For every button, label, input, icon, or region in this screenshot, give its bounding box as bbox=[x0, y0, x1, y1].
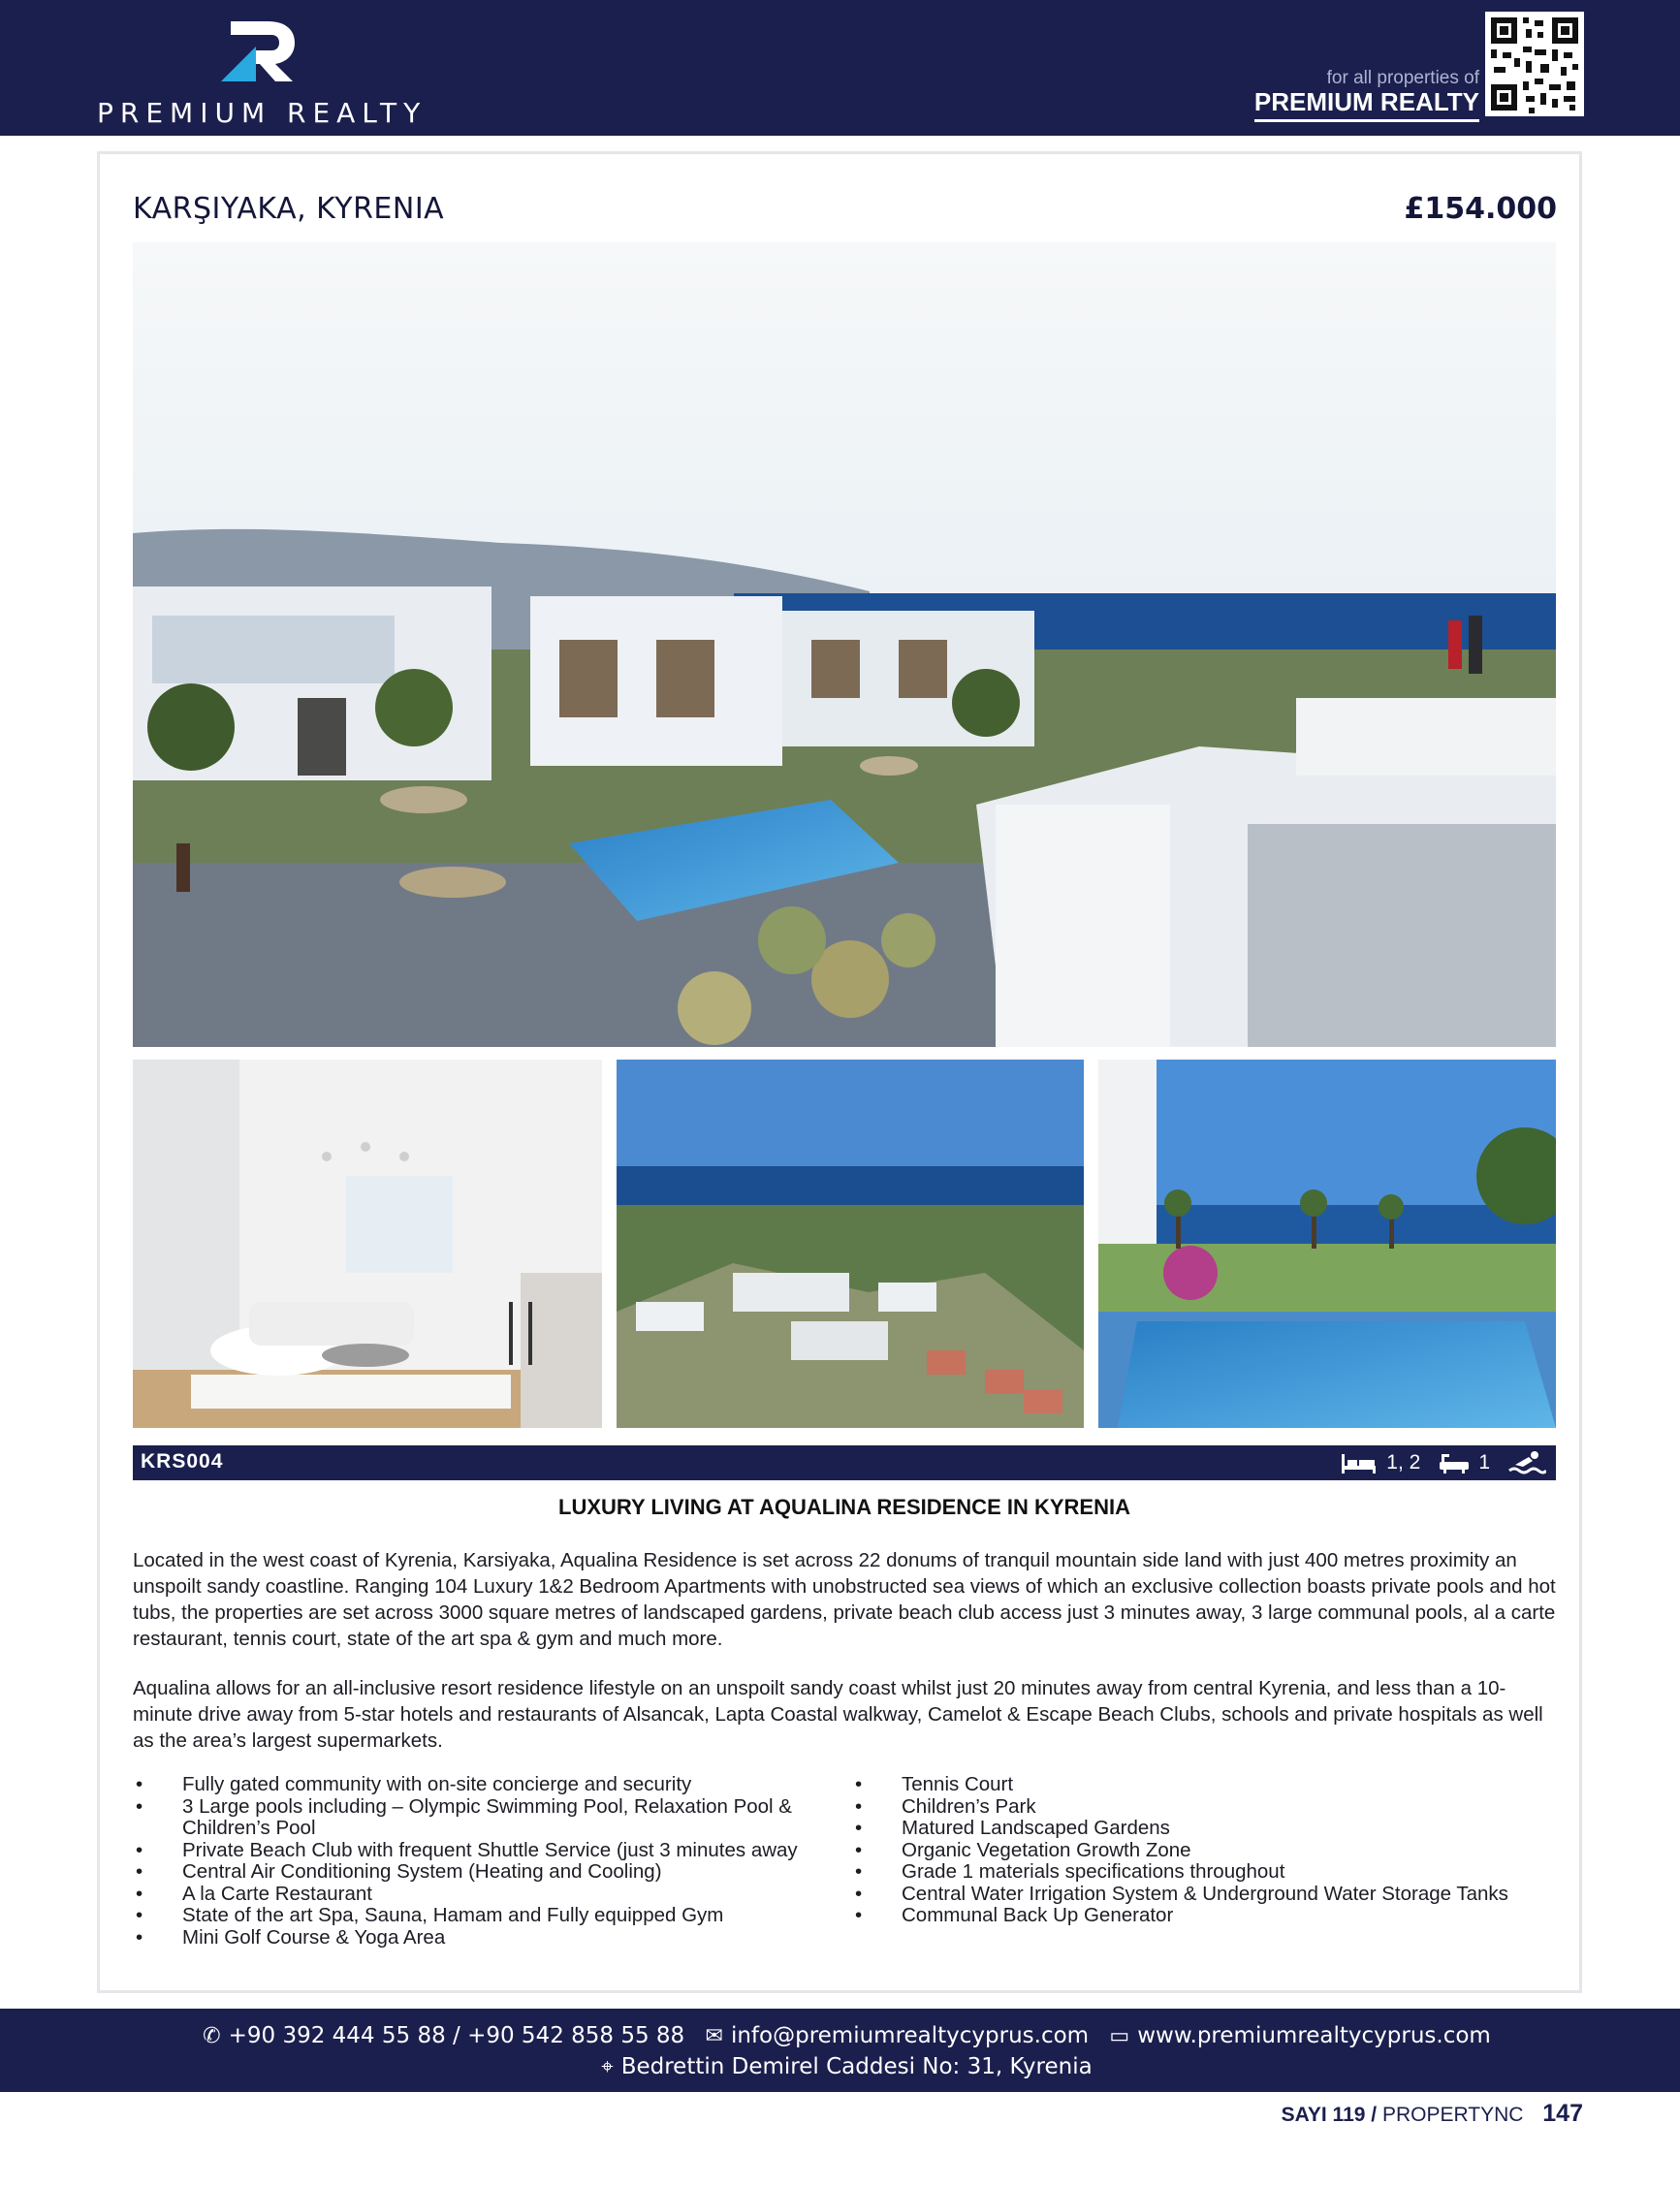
list-item: • Grade 1 materials specifications throughout bbox=[853, 1861, 1561, 1884]
contact-line-1 bbox=[0, 2023, 1680, 2048]
private-pool-image[interactable] bbox=[1098, 1060, 1556, 1428]
list-item: • A la Carte Restaurant bbox=[134, 1884, 841, 1906]
bath-icon bbox=[1438, 1450, 1471, 1475]
property-features bbox=[1340, 1449, 1546, 1476]
page-number: 147 bbox=[1542, 2100, 1583, 2127]
listing-location: KARŞIYAKA, KYRENIA bbox=[133, 192, 445, 226]
list-item: • Private Beach Club with frequent Shuttle Service (just 3 minutes away bbox=[134, 1840, 841, 1862]
interior-living-room-image[interactable] bbox=[133, 1060, 602, 1428]
email-link[interactable]: info@premiumrealtycyprus.com bbox=[730, 2023, 1090, 2048]
publication-name: PROPERTYNC bbox=[1381, 2104, 1524, 2126]
bathrooms-count: 1 bbox=[1478, 1451, 1490, 1474]
brand-name: PREMIUM REALTY bbox=[97, 97, 428, 129]
tagline: for all properties of bbox=[1326, 68, 1479, 88]
list-item: • Matured Landscaped Gardens bbox=[853, 1818, 1561, 1840]
hero-resort-image[interactable] bbox=[133, 242, 1556, 1047]
page-header bbox=[0, 0, 1680, 136]
monitor-icon: ▭ bbox=[1109, 2024, 1130, 2048]
features-list-right bbox=[853, 1774, 1561, 1927]
list-item: • Children’s Park bbox=[853, 1796, 1561, 1819]
qr-code-icon[interactable] bbox=[1485, 12, 1584, 116]
bedrooms-count: 1, 2 bbox=[1386, 1451, 1421, 1474]
listing-price: £154.000 bbox=[1404, 192, 1557, 226]
reference-code: KRS004 bbox=[141, 1450, 224, 1473]
list-item: • Tennis Court bbox=[853, 1774, 1561, 1796]
bed-icon bbox=[1340, 1450, 1379, 1475]
premium-realty-logo-icon bbox=[217, 17, 304, 85]
reference-bar bbox=[133, 1445, 1556, 1480]
phone-numbers[interactable]: +90 392 444 55 88 / +90 542 858 55 88 bbox=[228, 2023, 685, 2048]
list-item: • 3 Large pools including – Olympic Swimming Pool, Relaxation Pool & Children’s Pool bbox=[134, 1796, 841, 1840]
contact-line-2 bbox=[0, 2054, 1680, 2079]
aerial-view-image[interactable] bbox=[617, 1060, 1084, 1428]
tag-brand: PREMIUM REALTY bbox=[1254, 87, 1479, 122]
list-item: • Organic Vegetation Growth Zone bbox=[853, 1840, 1561, 1862]
email-icon: ✉ bbox=[705, 2024, 723, 2048]
phone-icon: ✆ bbox=[203, 2024, 221, 2048]
list-item: • Central Air Conditioning System (Heating and Cooling) bbox=[134, 1861, 841, 1884]
website-link[interactable]: www.premiumrealtycyprus.com bbox=[1137, 2023, 1491, 2048]
list-item: • Communal Back Up Generator bbox=[853, 1905, 1561, 1927]
listing-title: LUXURY LIVING AT AQUALINA RESIDENCE IN KYRENIA bbox=[558, 1495, 1130, 1519]
features-list-left bbox=[134, 1774, 841, 1949]
list-item: • State of the art Spa, Sauna, Hamam and Fully equipped Gym bbox=[134, 1905, 841, 1927]
description-paragraph-2: Aqualina allows for an all-inclusive resort residence lifestyle on an unspoilt sandy coast whilst just 20 minutes away from central Kyrenia, and less than a 10-minute drive away from 5-star hotels and restaurants of Alsancak, Lapta Coastal walkway, Camelot & Escape Beach Clubs, schools and private hospitals as well as the area’s largest supermarkets. bbox=[133, 1677, 1543, 1752]
list-item: • Mini Golf Course & Yoga Area bbox=[134, 1927, 841, 1949]
pool-icon bbox=[1507, 1449, 1546, 1476]
address-text: Bedrettin Demirel Caddesi No: 31, Kyrenia bbox=[620, 2054, 1093, 2079]
contact-footer bbox=[0, 2009, 1680, 2092]
location-icon: ⌖ bbox=[601, 2055, 614, 2079]
list-item: • Central Water Irrigation System & Underground Water Storage Tanks bbox=[853, 1884, 1561, 1906]
page-footer bbox=[1282, 2100, 1583, 2128]
issue-label: SAYI 119 / bbox=[1281, 2104, 1378, 2126]
list-item: • Fully gated community with on-site concierge and security bbox=[134, 1774, 841, 1796]
description-paragraph-1: Located in the west coast of Kyrenia, Karsiyaka, Aqualina Residence is set across 22 donums of tranquil mountain side land with just 400 metres proximity an unspoilt sandy coastline. Ranging 104 Luxury 1&2 Bedroom Apartments with unobstructed sea views of which an exclusive collection boasts private pools and hot tubs, the properties are set across 3000 square metres of landscaped gardens, private beach club access just 3 minutes away, 3 large communal pools, al a carte restaurant, tennis court, state of the art spa & gym and much more. bbox=[133, 1549, 1556, 1650]
